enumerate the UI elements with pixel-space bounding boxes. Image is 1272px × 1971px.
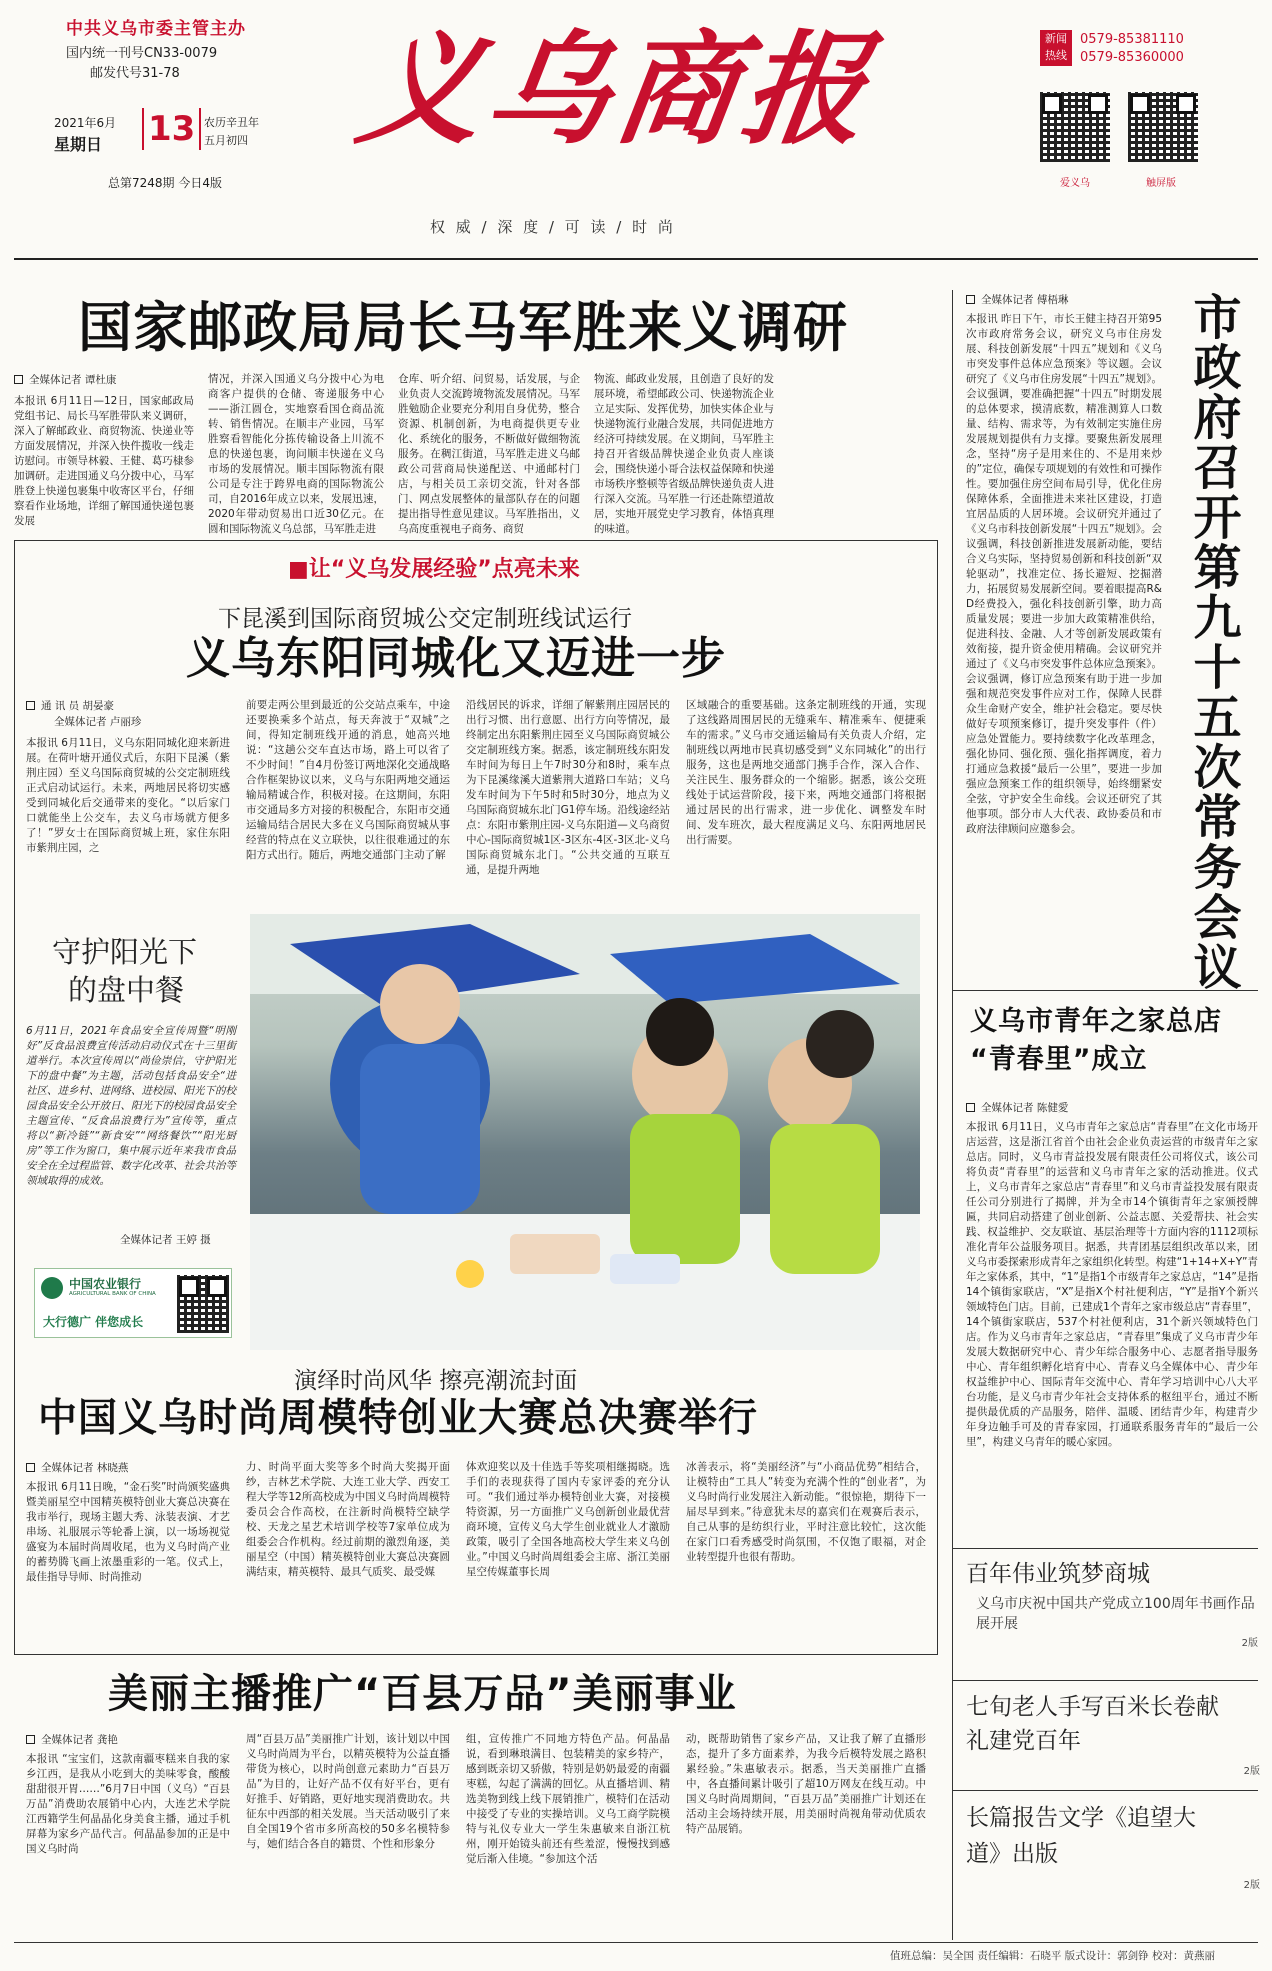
sidebar-rule-1	[952, 990, 1258, 991]
footer-credits: 值班总编：吴全国 责任编辑：石晓平 版式设计：郭剑铮 校对：黄燕丽	[890, 1950, 1216, 1962]
beauty-col-4: 动，既帮助销售了家乡产品，又让我了解了直播形态，提升了多方面素养，为我今后模特发展之路积累经验。”朱惠敏表示。据悉，当天美丽推广直播中，各直播间累计吸引了超10万网友在线互动。中国义乌时尚周期间，“百县万品”美丽推广计划还在活动主会场持续开展，用美丽时尚视角带动优质农特产品展销。	[686, 1733, 926, 1835]
food-headline-2: 的盘中餐	[68, 973, 185, 1007]
bus-col-3: 沿线居民的诉求，详细了解紫荆庄园居民的出行习惯、出行意愿、出行方向等情况，最终制定出东阳紫荆庄园至义乌国际商贸城公交定制班线方案。据悉，该定制班线东阳发车时间为每日上午7时30分和8时，乘车点为下昆溪缘溪大道紫荆大道路口车站；义乌发车时间为下午5时和5时30分，地点为义乌国际商贸城东北门G1停车场。沿线途经站点：东阳市紫荆庄园-义乌东阳道—义乌商贸中心-国际商贸城1区-3区东-4区-3区北-义乌国际商贸城东北门。“公共交通的互联互通，是提升两地	[466, 699, 670, 876]
lunar-date: 五月初四	[204, 134, 248, 147]
byline-square-icon	[26, 1735, 35, 1744]
bank-name-en: AGRICULTURAL BANK OF CHINA	[69, 1291, 156, 1297]
fashion-byline	[26, 1460, 128, 1475]
byline-square-icon	[966, 1103, 975, 1112]
section-banner: ■让“义乌发展经验”点亮未来	[288, 557, 580, 582]
lunar-year: 农历辛丑年	[204, 116, 259, 129]
youth-text: 本报讯 6月11日，义乌市青年之家总店“青春里”在文化市场开店运营，这是浙江省首个由社会企业负责运营的市级青年之家总店。同时，义乌市青益投发展有限责任公司将仪式，该公司将负责“青春里”的运营和义乌市青年之家的活动推进。仪式上，义乌市青年之家总店“青春里”和义乌市青益投发展有限责任公司分别进行了揭牌，并为全市14个镇街青年之家颁授牌匾，共同启动搭建了创业创新、公益志愿、关爱帮扶、社会实践、权益维护、交友联谊、基层治理等十方面内容的1112项标准化青年公益服务项目。据悉，共青团基层组织改革以来，团义乌市委探索形成青年之家组织化转型。构建“1+14+X+Y”青年之家体系，其中，“1”是指1个市级青年之家总店，“14”是指14个镇街家联店，“X”是指X个村社便利店，“Y”是指Y个新兴领域特色门店。目前，已建成1个青年之家市级总店“青春里”，14个镇街家联店，537个村社便利店，31个新兴领域特色门店。作为义乌市青年之家总店，“青春里”集成了义乌市青少年发展大数据研究中心、青少年综合服务中心、志愿者指导服务中心、青年组织孵化培育中心、青春义乌全媒体中心、青少年权益维护中心、国际青年交流中心、青年学习培训中心八大平台功能，是义乌市青少年社会支持体系的枢纽平台，通过不断提供最优质的产品服务，陪伴、温暖、团结青少年，构建青少年身边触手可及的青春家园，打通联系服务青年的“最后一公里”，构建义乌青年的暖心家园。	[966, 1121, 1258, 1448]
bus-col-4: 区域融合的重要基础。这条定制班线的开通，实现了这线路周围居民的无缝乘车、精准乘车、便捷乘车的需求。”义乌市交通运输局有关负责人介绍，定制班线以两地市民真切感受到“义东同城化”的出行服务，这也是两地交通部门携手合作，深入合作、关注民生、服务群众的一个缩影。据悉，该公交班线处于试运营阶段，接下来，两地交通部门将根据通过居民的出行需求，进一步优化、调整发车时间、发车班次，最大程度满足义乌、东阳两地居民出行需要。	[686, 699, 926, 846]
newspaper-logo: 义乌商报	[349, 17, 883, 161]
bank-name: 中国农业银行	[69, 1277, 142, 1291]
food-text: 6月11日，2021年食品安全宣传周暨“明刚好”反食品浪费宣传活动启动仪式在十三里街道举行。本次宣传周以“尚俭崇信，守护阳光下的盘中餐”为主题，活动包括食品安全“进社区、进乡村、进网络、进校园、阳光下的校园食品安全公开放日、阳光下的校园食品安全主题宣传、“反食品浪费行为”宣传等，重点将以“新冷链”“新食安”“网络餐饮”“阳光厨房”等工作为窗口，集中展示近年来我市食品安全在全过程监管、数字化改革、社会共治等领域取得的成效。	[26, 1025, 236, 1187]
bus-byline-1	[26, 698, 114, 713]
hotline-label-1: 新闻	[1045, 32, 1067, 45]
postal-code: 邮发代号31-78	[90, 66, 180, 81]
fashion-col-2: 力、时尚平面大奖等多个时尚大奖揭开面纱，吉林艺术学院、大连工业大学、西安工程大学等12所高校成为中国义乌时尚周模特委员会合作高校，在注新时尚模特空缺学校、天龙之星艺术培训学校等7家单位成为组委会合作机构。经过前期的激烈角逐，美丽星空（中国）精英模特创业大赛总决赛圆满结束，精英模特、最具气质奖、最受媒	[246, 1461, 450, 1578]
slogan: 权 威 / 深 度 / 可 读 / 时 尚	[430, 218, 676, 236]
bank-ad[interactable]	[34, 1268, 232, 1338]
youth-headline-2: “青春里”成立	[970, 1044, 1148, 1075]
bank-logo-icon	[41, 1277, 63, 1299]
fashion-byline-text: 全媒体记者 林晓燕	[41, 1462, 129, 1474]
beauty-col-1: 本报讯 “宝宝们，这款南疆枣糕来自我的家乡江西，是我从小吃到大的美味零食，酸酸甜甜很开胃……”6月7日中国（义乌）“百县万品”消费助农展销中心内，大连艺术学院江西籍学生何晶晶化身美食主播，通过手机屏幕为家乡产品代言。何晶晶参加的正是中国义乌时尚	[26, 1753, 230, 1855]
bus-col-2: 前要走两公里到最近的公交站点乘车，中途还要换乘多个站点，每天奔波于“双城”之间，得知定制班线开通的消息，她高兴地说：“这趟公交车直达市场，路上可以省了不少时间！”自4月份签订两地深化交通战略合作框架协议以来，义乌与东阳两地交通运输局精诚合作，积极对接。在这期间，东阳市交通局多方对接的积极配合，东阳市交通运输局结合居民大多在义乌国际商贸城从事经营的特点在义立联快，以往很难通过的东阳方式出行。随后，两地交通部门主动了解	[246, 699, 450, 861]
sidebar-lead-headline: 市政府召开第九十五次常务会议	[1185, 292, 1241, 992]
youth-byline-text: 全媒体记者 陈健愛	[981, 1102, 1069, 1114]
bank-slogan: 大行德广 伴您成长	[43, 1315, 144, 1329]
brief-2[interactable]	[966, 1690, 1260, 1777]
sidebar-lead-byline	[966, 292, 1068, 307]
beauty-byline	[26, 1732, 118, 1747]
brief-3-edition: 2版	[1243, 1880, 1260, 1891]
brief-3[interactable]	[966, 1800, 1260, 1891]
bus-kicker: 下昆溪到国际商贸城公交定制班线试运行	[218, 606, 632, 632]
fashion-kicker: 演绎时尚风华 擦亮潮流封面	[294, 1368, 578, 1394]
bus-byline-2: 全媒体记者 卢丽珍	[54, 716, 142, 728]
sidebar-rule-4	[952, 1790, 1258, 1791]
food-safety-photo	[250, 914, 920, 1350]
youth-byline	[966, 1100, 1068, 1115]
sidebar-rule-3	[952, 1680, 1258, 1681]
fashion-col-3: 体欢迎奖以及十佳选手等奖项相继揭晓。选手们的表现获得了国内专家评委的充分认可。“我们通过举办模特创业大赛，对接模特资源，另一方面推广义乌创新创业最优营商环境，宣传义乌大学生创业就业人才激励政策，吸引了全国各地高校大学生来义乌创业。”中国义乌时尚周组委会主席、浙江美丽星空传媒董事长周	[466, 1461, 670, 1578]
brief-2-edition: 2版	[1243, 1766, 1260, 1777]
lead-col-1: 本报讯 6月11日—12日，国家邮政局党组书记、局长马军胜带队来义调研，深入了解邮政业、商贸物流、快递业等方面发展情况，并深入快件揽收一线走访慰问。市领导林毅、王健、葛巧棣参加调研。走进国通义乌分拨中心，马军胜登上快递包裹集中收寄区平台，仔细察看作业场地，详细了解国通快递包裹发展	[14, 395, 194, 527]
phone-2: 0579-85360000	[1080, 50, 1184, 65]
lead-col-2: 情况，并深入国通义乌分拨中心为电商客户提供的仓储、寄递服务中心——浙江圆仓，实地察看国仓商品流转、销售情况。在顺丰产业园，马军胜察看智能化分拣传输设备上川流不息的快递包裹，询问顺丰快递在义乌市场的发展情况。顺丰国际物流有限公司是专注于跨界电商的国际物流公司，自2016年成立以来，发展迅速，2020年带动贸易出口近30亿元。在圆和国际物流义乌总部，马军胜走进	[208, 373, 384, 535]
qr2-label: 触屏版	[1146, 178, 1176, 189]
fashion-headline: 中国义乌时尚周模特创业大赛总决赛举行	[38, 1396, 759, 1441]
beauty-col-3: 组，宣传推广不同地方特色产品。何晶晶说，看到琳琅满目、包装精美的家乡特产，感到既亲切又骄傲，特别是奶奶最爱的南疆枣糕，勾起了满满的回忆。从直播培训、精选美物到线上线下展销推广，模特们在活动中接受了专业的实操培训。义乌工商学院模特与礼仪专业大一学生朱惠敏来自浙江杭州，刚开始镜头前还有些羞涩，慢慢找到感觉后渐入佳境。“参加这个活	[466, 1733, 670, 1865]
sidebar-lead-text: 本报讯 昨日下午，市长王健主持召开第95次市政府常务会议，研究义乌市住房发展、科技创新发展“十四五”规划和《义乌市突发事件总体应急预案》等议题。会议研究了《义乌市住房发展“十四五”规划》。会议强调，要准确把握“十四五”时期发展的总体要求，摸清底数，精准测算人口数量、结构、需求等，为有效制定实施住房发展规划提供有力支撑。要聚焦新发展理念，坚持“房子是用来住的、不是用来炒的”定位，确保专项规划的有效性和可操作性。要加强住房空间布局引导，优化住房保障体系，全面推进未来社区建设，打造宜居品质的人居环境。会议研究并通过了《义乌市科技创新发展“十四五”规划》。会议强调，科技创新推进发展新动能，要结合义乌实际，坚持贸易创新和科技创新“双轮驱动”，找准定位、扬长避短、挖掘潜力，拓展贸易发展新空间。要着眼提高R&D经费投入，强化科技创新引擎，助力高质量发展；要进一步加大政策精准供给，促进科技、金融、人才等创新发展政策有效衔接，提升资金使用精确。会议研究并通过了《义乌市突发事件总体应急预案》。会议强调，修订应急预案有助于进一步加强和规范突发事件应对工作，保障人民群众生命财产安全，维护社会稳定。要尽快做好专项预案修订，提升突发事件（件）应急处置能力。要持续数字化改革理念，强化协同、强化预、强化指挥调度，着力打通应急救援“最后一公里”，要进一步加强应急预案工作的组织领导，始终绷紧安全弦，守护安全生命线。会议还研究了其他事项。部分市人大代表、政协委员和市政府法律顾问应邀参会。	[966, 313, 1162, 835]
weekday: 星期日	[54, 135, 103, 154]
sidebar-lead-byline-text: 全媒体记者 傅梧琳	[981, 294, 1069, 306]
youth-headline-1: 义乌市青年之家总店	[970, 1006, 1222, 1037]
right-column-divider	[952, 290, 953, 1940]
fashion-col-4: 冰善表示，将“美丽经济”与“小商品优势”相结合，让模特由“工具人”转变为充满个性的“创业者”，为义乌时尚行业发展注入新动能。“很惊艳，期待下一届尽早到来。”待意犹未尽的嘉宾们在观赛后表示，自己从事的是纺织行业，平时注意比较忙，这次能在家门口看秀感受时尚氛围，不仅饱了眼福，对企业转型提升也很有帮助。	[686, 1461, 926, 1563]
fashion-col-1: 本报讯 6月11日晚，“金石奖”时尚颁奖盛典暨美丽星空中国精英模特创业大赛总决赛在我市举行，现场主题大秀、泳装表演、才艺串场、礼服展示等轮番上演，以一场场视觉盛宴为本届时尚周收尾，也为义乌时尚产业的蓄势腾飞画上浓墨重彩的一笔。仪式上，最佳指导导师、时尚推动	[26, 1481, 230, 1583]
brief-1-edition: 2版	[1241, 1638, 1258, 1649]
brief-3-title: 长篇报告文学《追望大道》出版	[966, 1805, 1196, 1867]
qr1-label: 爱义乌	[1060, 178, 1090, 189]
day-number: 13	[142, 108, 201, 150]
beauty-byline-text: 全媒体记者 龚艳	[41, 1734, 118, 1746]
masthead-rule	[14, 258, 1258, 260]
qr-code-2[interactable]	[1128, 92, 1198, 162]
hotline-label-2: 热线	[1045, 49, 1067, 62]
byline-square-icon	[14, 375, 23, 384]
beauty-col-2: 周“百县万品”美丽推广计划，该计划以中国义乌时尚周为平台，以精英模特为公益直播带货为核心，以时尚创意元素助力“百县万品”为目的，让好产品不仅有好平台，更有好推手、好销路，更好地实现消费助农。共征东中西部的相关发展。当天活动吸引了来自全国19个省市多所高校的50多名模特参与，她们结合各自的籍贯、个性和形象分	[246, 1733, 450, 1850]
hotline-badge	[1040, 30, 1072, 66]
byline-square-icon	[966, 295, 975, 304]
lead-byline	[14, 372, 116, 387]
sponsor-line: 中共义乌市委主管主办	[66, 19, 246, 39]
lead-col-3: 仓库、听介绍、问贸易，话发展，与企业负责人交流跨境物流发展情况。马军胜勉励企业要充分利用自身优势，整合资源、机制创新，为电商提供更专业化、系统化的服务，不断做好做细物流服务。在稠江街道，马军胜走进义乌邮政公司营商局快递配送、中通邮村门店，与相关员工亲切交流，针对各部门、网点发展整体的量部队存在的问题提出指导性意见建议。马军胜指出，义乌高度重视电子商务、商贸	[398, 373, 580, 535]
brief-1-sub: 义乌市庆祝中国共产党成立100周年书画作品展开展	[976, 1596, 1255, 1632]
brief-1-title: 百年伟业筑梦商城	[966, 1561, 1150, 1587]
footer-rule	[14, 1942, 1258, 1943]
photo-illustration	[250, 914, 920, 1350]
issue-info: 总第7248期 今日4版	[108, 176, 222, 190]
sidebar-rule-2	[952, 1548, 1258, 1549]
byline-square-icon	[26, 701, 35, 710]
food-headline-1: 守护阳光下	[52, 935, 198, 969]
qr-code-1[interactable]	[1040, 92, 1110, 162]
bank-qr-code[interactable]	[177, 1275, 229, 1333]
phone-1: 0579-85381110	[1080, 32, 1184, 47]
beauty-headline: 美丽主播推广“百县万品”美丽事业	[108, 1671, 737, 1717]
brief-2-title: 七旬老人手写百米长卷献礼建党百年	[966, 1694, 1219, 1754]
food-byline: 全媒体记者 王婷 摄	[120, 1234, 211, 1246]
cn-number: 国内统一刊号CN33-0079	[66, 46, 218, 61]
bus-headline: 义乌东阳同城化又迈进一步	[186, 633, 726, 684]
lead-byline-text: 全媒体记者 谭杜康	[29, 374, 117, 386]
byline-square-icon	[26, 1463, 35, 1472]
lead-col-4: 物流、邮政业发展，且创造了良好的发展环境，希望邮政公司、快递物流企业立足实际、发挥优势，加快实体企业与快递物流行业融合发展，共同促进地方经济可持续发展。在义期间，马军胜主持召开省级品牌快递企业负责人座谈会，围绕快递小哥合法权益保障和快递市场秩序整顿等省级品牌快递负责人进行深入交流。马军胜一行还赴陈望道故居，实地开展党史学习教育，体悟真理的味道。	[594, 373, 774, 535]
bus-byline-1-text: 通 讯 员 胡晏豪	[41, 700, 115, 712]
masthead	[0, 0, 1272, 236]
brief-1[interactable]	[966, 1558, 1258, 1649]
lead-headline: 国家邮政局局长马军胜来义调研	[78, 296, 848, 359]
bus-col-1: 本报讯 6月11日，义乌东阳同城化迎来新进展。在荷叶塘开通仪式后，东阳下昆溪（紫荆庄园）至义乌国际商贸城的公交定制班线正式启动试运行。未来，两地居民将切实感受到同城化后交通带来的变化。“以后家门口就能坐上公交车，去义乌市场就方便多了！”罗女士在国际商贸城上班，家住东阳市紫荆庄园，之	[26, 737, 230, 854]
date-ym: 2021年6月	[54, 116, 117, 130]
